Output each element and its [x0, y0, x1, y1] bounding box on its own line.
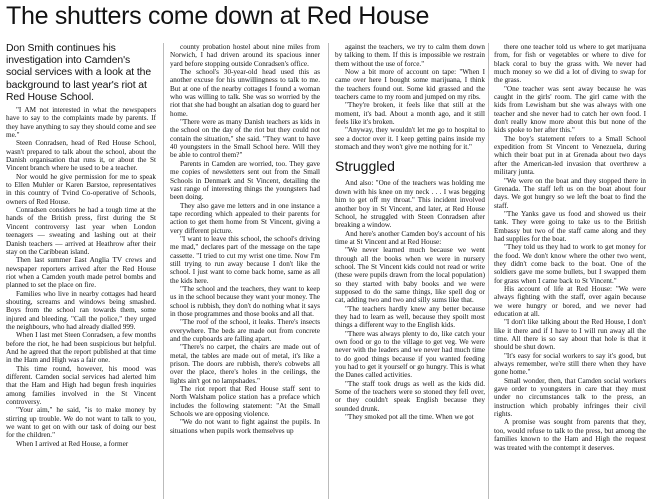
article-paragraph: "There was always plenty to do, like catch your own food or go to the village to get veg. We were never with the leaders and we never had much time to do good things because if you wanted feeding you had to get it yourself or go hungry. This is what the Danes called activities.	[335, 329, 485, 380]
article-paragraph: "One teacher was sent away because he was caught in the girls' room. The girl came with the kids from Lewisham but she was always with one teacher and she never had to catch her own food. I don't really know more about this but none of the kids spoke to her after this."	[494, 84, 646, 135]
article-paragraph: They also gave me letters and in one instance a tape recording which appealed to their parents for action to get them home from St Vincent, giving a very different picture.	[170, 201, 320, 235]
article-paragraph: "We do not want to fight against the pupils. In situations when pupils work themselves up	[170, 418, 320, 435]
column-3	[335, 43, 485, 499]
column-rule	[488, 43, 489, 499]
article-paragraph: The riot report that Red House staff sent to North Walsham police station has a preface which includes the following statement: "At the Small Schools we are opposing violence.	[170, 385, 320, 419]
article-paragraph: "We never learned much because we went through all the books when we were in nursery school. The St Vincent kids could not read or write (these were pupils drawn from the local population) so they started with baby books and we were supposed to do the same things, like spell dog or cat, adding two and two and silly sums like that.	[335, 246, 485, 305]
article-paragraph: "It's easy for social workers to say it's good, but always remember, we're still there when they have gone home."	[494, 351, 646, 377]
article-paragraph: "The school and the teachers, they want to keep us in the school because they want your money. The school is rubbish, they don't do nothing what it says in those programmes and those books and all that.	[170, 284, 320, 318]
article-paragraph: "The staff took drugs as well as the kids did. Some of the teachers were so stoned they fell over, or they couldn't speak English because they sounded drunk.	[335, 379, 485, 413]
article-paragraph: "I don't like talking about the Red House, I don't like it there and if I have to I will run away all the time. All there is so say about that hole is that it should be shut down.	[494, 318, 646, 352]
article-paragraph: The school's 30-year-old head used this as another excuse for his unwillingness to talk to me. But at one of the nearby cottages I found a woman who was willing to talk. She was so worried by the riot that she had bought an alsatian dog to guard her home.	[170, 68, 320, 118]
standfirst: Don Smith continues his investigation into Camden's social services with a look at the background to last year's riot at Red House School.	[6, 43, 152, 103]
article-paragraph: "The Yanks gave us food and showed us their tank. They were going to take us to the British Embassy but two of the staff came along and they had supplies for the boat.	[494, 209, 646, 243]
article-paragraph: Now a bit more of account on tape: "When I came over here I bought some marijuana, I think the teachers found out. Some kid grassed and the teachers came to my room and jumped on my ribs.	[335, 68, 485, 102]
article-paragraph: "They're broken, it feels like that still at the moment, it's bad. About a month ago, and it still feels like it's broken.	[335, 101, 485, 127]
column-4	[494, 43, 646, 499]
article-paragraph: "Anyway, they wouldn't let me go to hospital to see a doctor over it. I keep getting pains inside my stomach and they won't give me nothing for it."	[335, 126, 485, 152]
article-paragraph: "They told us they had to work to get money for the food. We don't know where the other two went, they didn't come back to the boat. One of the soldiers gave me some bullets, but I swapped them for grass when I came back to St Vincent."	[494, 243, 646, 285]
article-paragraph: "The roof of the school, it leaks. There's insects everywhere. The beds are made out from concrete and the cupboards are falling apart.	[170, 318, 320, 344]
article-paragraph: When I last met Steen Conradsen, a few months before the riot, he had been suspicious but helpful. And he agreed that the report published at that time in the Ham and High was a fair one.	[6, 331, 156, 365]
article-paragraph: When I arrived at Red House, a former	[16, 439, 129, 448]
article-paragraph: This time round, however, his mood was different. Camden social services had alerted him that the Ham and High had begun fresh inquiries among families involved in the St Vincent controversy.	[6, 364, 156, 407]
article-paragraph: there one teacher told us where to get marijuana from, for fish or vegetables or where to dive for black coral to buy the grass with. We never had much money so we did a lot of diving to swap for the grass.	[494, 43, 646, 85]
article-paragraph: against the teachers, we try to calm them down by talking to them. If this is impossible we restrain them without the use of force."	[335, 43, 485, 68]
article-paragraph: "We were on the boat and they stopped there in Grenada. The staff left us on the boat about four days. We got hungry so we left the boat to find the staff.	[494, 176, 646, 210]
headline: The shutters come down at Red House	[6, 2, 430, 30]
column-rule	[163, 43, 164, 499]
article-paragraph: "There's no carpet, the chairs are made out of metal, the tables are made out of metal, it's like a prison. The doors are rubbish, there's cobwebs all over the place, there's holes in the ceilings, the lights ain't got no lampshades."	[170, 343, 320, 385]
article-paragraph: "They smoked pot all the time. When we got	[345, 413, 474, 422]
article-paragraph: His account of life at Red House: "We were always fighting with the staff, over again because we were hungry or bored, and we never had education at all.	[494, 284, 646, 318]
article-paragraph: The boy's statement refers to a Small School expedition from St Vincent to Venezuela, during which their boat put in at Grenada about two days after the American-led invasion that overthrew a military junta.	[494, 134, 646, 177]
article-paragraph: And here's another Camden boy's account of his time at St Vincent and at Red House:	[335, 229, 485, 246]
article-paragraph: And also: "One of the teachers was holding me down with his knee on my neck . . . I was begging him to get off my throat." This incident involved another boy in St Vincent, and later, at Red House School, he struggled with Steen Conradsen after breaking a window.	[335, 179, 485, 230]
column-rule	[328, 43, 329, 499]
column-2	[170, 43, 320, 499]
article-paragraph: "The teachers hardly knew any better because they had to learn as well, because they spoilt most things a different way to the English kids.	[335, 304, 485, 330]
article-paragraph: Small wonder, then, that Camden social workers gave order to youngsters in care that they must under no circumstances talk to the press, an instruction which probably infringes their civil rights.	[494, 376, 646, 419]
article-paragraph: "Your aim," he said, "is to make money by stirring up trouble. We do not want to talk to you, we want to get on with our task of doing our best for the children."	[6, 406, 156, 440]
article-paragraph: A promise was sought from parents that they, too, would refuse to talk to the press, but among the families known to the Ham and High the request was treated with the contempt it deserves.	[494, 418, 646, 452]
article-paragraph: Conradsen considers he had a tough time at the hands of the British press, first during the St Vincent controversy last year when London teenagers — sweating and lashing out at their Danish teachers — arrived at Heathrow after their stay on the Caribbean island.	[6, 206, 156, 256]
article-paragraph: Families who live in nearby cottages had heard shouting, screams and windows being smashed. Boys from the school ran towards them, some injured and bleeding. "Call the police," they urged the neighbours, who had already dialled 999.	[6, 289, 156, 331]
article-paragraph: "There were as many Danish teachers as kids in the school on the day of the riot but they could not contain the situation," she said. "They want to have 40 youngsters in the Small School here. Will they be able to control them?"	[170, 118, 320, 160]
column-1	[6, 43, 156, 499]
article-paragraph: county probation hostel about nine miles from Norwich, I had driven around its spacious inner yard before stopping outside Conradsen's office.	[170, 43, 320, 68]
article-paragraph: Steen Conradsen, head of Red House School, wasn't prepared to talk about the school, about the Danish organisation that runs it, or about the St Vincent branch where he used to be a teacher.	[6, 139, 156, 173]
article-paragraph: Parents in Camden are worried, too. They gave me copies of newsletters sent out from the Small Schools in Denmark and St Vincent, detailing the vast range of interesting things the youngsters had been doing.	[170, 159, 320, 202]
article-paragraph: "I AM not interested in what the newspapers have to say to the complaints made by parents. If they have anything to say they should come and see me."	[6, 106, 156, 140]
article-paragraph: Nor would he give permission for me to speak to Ellen Muhler or Karen Barstoe, representatives in this country of Tvind Co-operative of Schools, owners of Red House.	[6, 172, 156, 206]
article-paragraph: Then last summer East Anglia TV crews and newspaper reporters arrived after the Red House riot when a Camden youth made petrol bombs and planned to set the place on fire.	[6, 256, 156, 290]
article-paragraph: "I want to leave this school, the school's driving me mad," declares part of the message on the tape cassette. "I tried to cut my wrist one time. Now I'm still trying to run away because I don't like the school. I just want to come back home, same as all the kids here.	[170, 234, 320, 285]
subheading: Struggled	[335, 158, 395, 175]
